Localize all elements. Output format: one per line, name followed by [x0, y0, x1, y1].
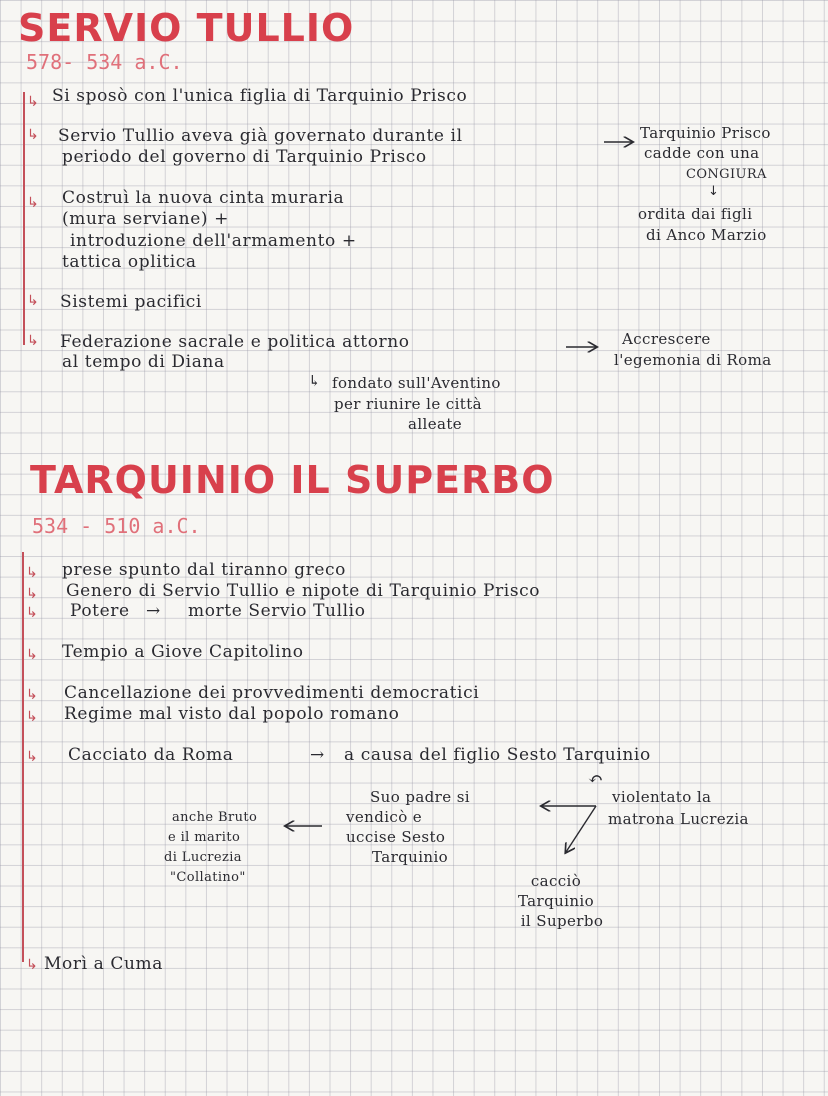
arrow-down-icon: ↓	[708, 184, 719, 199]
hook-arrow-icon: ↶	[588, 769, 604, 790]
side-note: Tarquinio	[372, 848, 449, 866]
arrow-icon: ↳	[27, 94, 39, 110]
note-line: Costruì la nuova cinta muraria	[62, 188, 345, 208]
note-line: periodo del governo di Tarquinio Prisco	[62, 147, 427, 167]
arrow-icon: ↳	[27, 293, 39, 309]
note-line: Regime mal visto dal popolo romano	[64, 704, 400, 724]
note-line: Si sposò con l'unica figlia di Tarquinio Prisco	[52, 86, 468, 106]
arrow-right-icon: →	[146, 601, 161, 621]
arrow-icon: ↳	[27, 333, 39, 349]
side-note: CONGIURA	[686, 167, 767, 182]
section-dates-tarquinio: 534 - 510 a.C.	[32, 514, 201, 538]
side-note: Accrescere	[622, 330, 711, 348]
arrow-icon: ↳	[27, 195, 39, 211]
side-note: per riunire le città	[334, 395, 482, 413]
note-line: Morì a Cuma	[44, 954, 163, 974]
section-title-servio: SERVIO TULLIO	[18, 6, 355, 50]
section-title-tarquinio: TARQUINIO IL SUPERBO	[30, 458, 555, 502]
side-note: matrona Lucrezia	[608, 810, 749, 828]
section-dates-servio: 578- 534 a.C.	[26, 50, 183, 74]
arrow-down-icon	[566, 806, 596, 852]
side-note: Suo padre si	[370, 788, 470, 806]
note-line: a causa del figlio Sesto Tarquinio	[344, 745, 651, 765]
side-note: e il marito	[168, 830, 241, 845]
arrow-right-icon: →	[310, 745, 325, 765]
note-line: Genero di Servio Tullio e nipote di Tarquinio Prisco	[66, 581, 541, 601]
note-line: Cacciato da Roma	[68, 745, 234, 765]
note-line: Cancellazione dei provvedimenti democratici	[64, 683, 480, 703]
note-line: Sistemi pacifici	[60, 292, 202, 312]
note-line: introduzione dell'armamento +	[70, 231, 357, 251]
arrow-icon: ↳	[26, 565, 38, 581]
note-line: morte Servio Tullio	[188, 601, 366, 621]
side-note: uccise Sesto	[346, 828, 446, 846]
arrow-icon: ↳	[26, 586, 38, 602]
side-note: violentato la	[612, 788, 712, 806]
side-note: cadde con una	[644, 144, 760, 162]
side-note: l'egemonia di Roma	[614, 351, 772, 369]
note-line: Servio Tullio aveva già governato durante il	[58, 126, 463, 146]
side-note: di Lucrezia	[164, 850, 242, 865]
side-note: cacciò	[530, 872, 582, 890]
note-line: Potere	[70, 601, 130, 621]
side-note: di Anco Marzio	[646, 226, 767, 244]
note-line: prese spunto dal tiranno greco	[62, 560, 346, 580]
side-note: ordita dai figli	[638, 205, 753, 223]
arrow-icon: ↳	[26, 957, 38, 973]
side-note: "Collatino"	[170, 870, 246, 885]
arrow-icon: ↳	[26, 687, 38, 703]
note-line: (mura serviane) +	[62, 209, 229, 229]
arrow-icon: ↳	[26, 749, 38, 765]
side-note: il Superbo	[520, 912, 604, 930]
side-note: Tarquinio Prisco	[640, 124, 771, 142]
side-note: alleate	[408, 415, 463, 433]
arrow-icon: ↳	[26, 605, 38, 621]
note-line: al tempo di Diana	[62, 352, 225, 372]
arrow-icon: ↳	[27, 127, 39, 143]
arrow-icon: ↳	[26, 709, 38, 725]
side-note: vendicò e	[346, 808, 423, 826]
side-note: anche Bruto	[172, 810, 258, 825]
note-line: Federazione sacrale e politica attorno	[60, 332, 410, 352]
note-line: Tempio a Giove Capitolino	[62, 642, 304, 662]
side-note: Tarquinio	[517, 892, 595, 910]
hook-arrow-icon: ↳	[308, 372, 321, 390]
arrow-icon: ↳	[26, 647, 38, 663]
note-line: tattica oplitica	[62, 252, 197, 272]
side-note: fondato sull'Aventino	[332, 374, 501, 392]
